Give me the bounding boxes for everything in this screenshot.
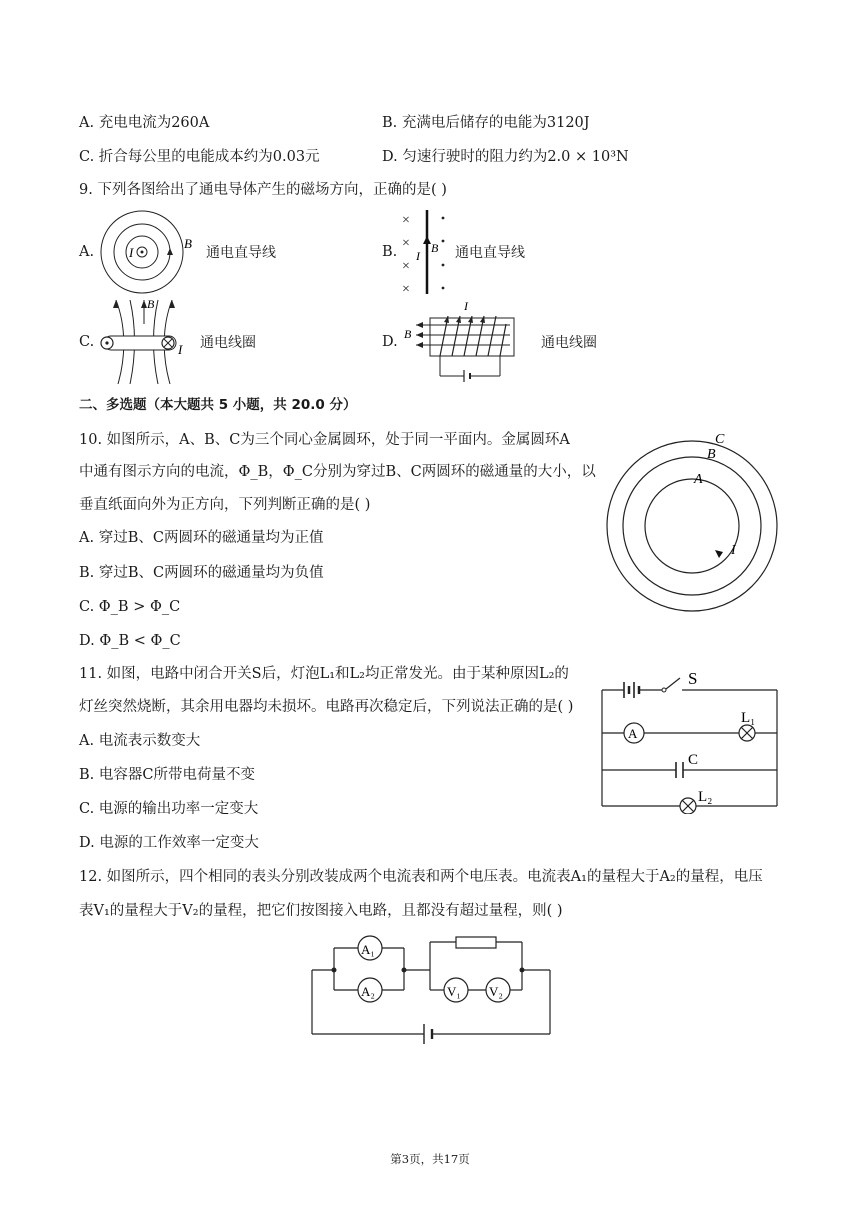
q10-option-d: D. Φ_B < Φ_C	[79, 633, 181, 649]
svg-text:×: ×	[402, 282, 410, 296]
q9-figure-c	[96, 296, 196, 386]
q9d-label-i: I	[464, 299, 468, 313]
q11-option-d: D. 电源的工作效率一定变大	[79, 835, 259, 851]
q9-option-d-letter: D.	[382, 334, 398, 350]
q10-stem-line2: 中通有图示方向的电流，Φ_B，Φ_C分别为穿过B、C两圆环的磁通量的大小，以	[79, 464, 596, 480]
q9-label-d: 通电线圈	[541, 335, 597, 351]
q8-option-c: C. 折合每公里的电能成本约为0.03元	[79, 149, 320, 165]
q11-option-b: B. 电容器C所带电荷量不变	[79, 767, 255, 783]
q11-label-c: C	[688, 752, 699, 768]
q10-label-c: C	[715, 432, 725, 447]
q9-option-c-letter: C.	[79, 334, 95, 350]
q12-label-a1: A₁	[361, 942, 375, 957]
q8-option-d: D. 匀速行驶时的阻力约为2.0 × 10³N	[382, 149, 629, 165]
q11-label-l2: L₂	[698, 789, 713, 805]
q10-label-a: A	[694, 472, 703, 487]
q10-label-b: B	[707, 447, 716, 462]
q8-option-a: A. 充电电流为260A	[79, 115, 210, 131]
q8-option-b: B. 充满电后储存的电能为3120J	[382, 115, 590, 131]
q11-label-l1: L₁	[741, 710, 756, 726]
q9b-label-b: B	[431, 241, 439, 255]
q9-option-b-letter: B.	[382, 244, 398, 260]
q9-figure-d	[402, 298, 522, 384]
svg-text:×: ×	[402, 236, 410, 251]
q10-option-c: C. Φ_B > Φ_C	[79, 599, 181, 615]
q11-label-s: S	[688, 669, 698, 688]
q11-stem-line2: 灯丝突然烧断，其余用电器均未损坏。电路再次稳定后，下列说法正确的是( )	[79, 699, 574, 715]
q9b-label-i: I	[416, 249, 420, 263]
q12-stem-line2: 表V₁的量程大于V₂的量程，把它们按图接入电路，且都没有超过量程，则( )	[79, 903, 563, 919]
q9-figure-a	[96, 208, 206, 298]
q9d-label-b: B	[404, 327, 412, 341]
q12-label-a2: A₂	[361, 984, 375, 999]
section-heading-multi-choice: 二、多选题（本大题共 5 小题，共 20.0 分）	[79, 397, 357, 413]
q9-stem: 9. 下列各图给出了通电导体产生的磁场方向，正确的是( )	[79, 182, 447, 198]
q10-label-i: I	[731, 543, 736, 558]
q12-label-v1: V₁	[447, 984, 461, 999]
q9-label-a: 通电直导线	[206, 245, 276, 261]
q9a-label-i: I	[129, 245, 134, 260]
q10-stem-line3: 垂直纸面向外为正方向，下列判断正确的是( )	[79, 497, 371, 513]
q11-figure-circuit	[598, 664, 783, 814]
q10-option-a: A. 穿过B、C两圆环的磁通量均为正值	[79, 530, 324, 546]
q10-option-b: B. 穿过B、C两圆环的磁通量均为负值	[79, 565, 324, 581]
q9-label-b: 通电直导线	[455, 245, 525, 261]
q9c-label-b: B	[147, 297, 155, 311]
svg-text:×: ×	[402, 259, 410, 274]
q11-label-ammeter: A	[628, 726, 638, 741]
q9-option-a-letter: A.	[79, 244, 95, 260]
q12-figure-circuit	[306, 928, 556, 1048]
q9a-label-b: B	[184, 236, 192, 251]
q11-option-c: C. 电源的输出功率一定变大	[79, 801, 259, 817]
q12-label-v2: V₂	[489, 984, 503, 999]
q12-stem-line1: 12. 如图所示，四个相同的表头分别改装成两个电流表和两个电压表。电流表A₁的量程大于A₂的量程，电压	[79, 869, 763, 885]
q10-figure-concentric-rings	[605, 428, 785, 616]
q11-option-a: A. 电流表示数变大	[79, 733, 201, 749]
svg-text:×: ×	[402, 213, 410, 228]
q9c-label-i: I	[178, 342, 183, 357]
q11-stem-line1: 11. 如图，电路中闭合开关S后，灯泡L₁和L₂均正常发光。由于某种原因L₂的	[79, 666, 569, 682]
page-footer: 第3页，共17页	[390, 1152, 470, 1166]
q10-stem-line1: 10. 如图所示，A、B、C为三个同心金属圆环，处于同一平面内。金属圆环A	[79, 432, 570, 448]
q9-label-c: 通电线圈	[200, 335, 256, 351]
